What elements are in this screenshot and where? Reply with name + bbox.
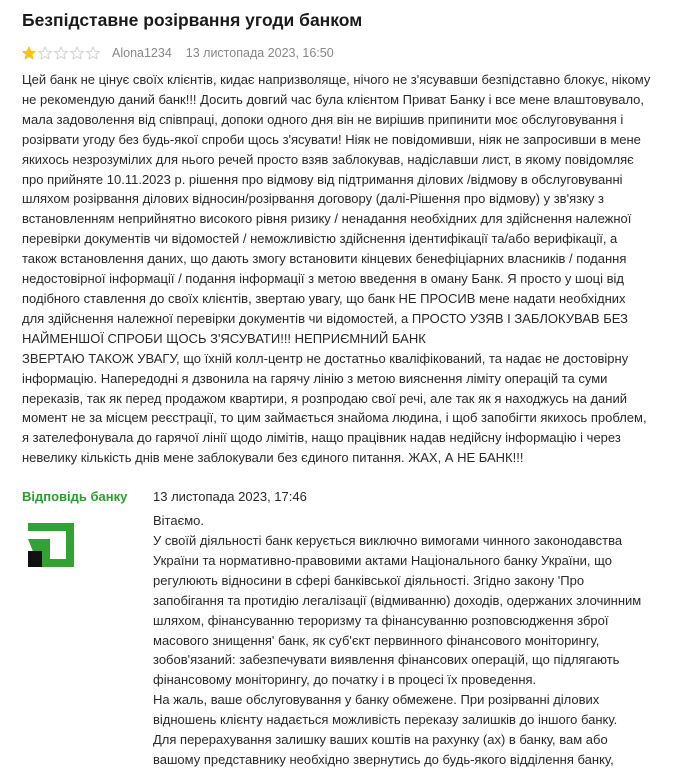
reply-paragraph: Вітаємо.	[153, 513, 205, 529]
bank-reply-label: Відповідь банку	[22, 489, 128, 505]
bank-reply-date: 13 листопада 2023, 17:46	[153, 489, 307, 505]
privatbank-logo-icon	[22, 517, 78, 573]
review-meta	[22, 45, 651, 61]
bank-reply	[22, 488, 651, 770]
star-icon	[54, 46, 68, 60]
bank-reply-content	[153, 488, 651, 770]
bank-reply-sidebar	[22, 488, 153, 770]
logo-black-square	[28, 551, 42, 567]
reply-paragraph: На жаль, ваше обслуговування у банку обмежене. При розірванні ділових відношень клієнту надається можливість переказу залишків до іншого банку.	[153, 692, 618, 728]
review-body	[22, 70, 651, 468]
review-paragraph: ЗВЕРТАЮ ТАКОЖ УВАГУ, що їхній колл-центр не достатньо кваліфікований, та надає не достовірну інформацію. Напередодні я дзвонила на гарячу лінію з метою вияснення ліміту операцій та суми переказів, так як перед продажом квартири, я розпродаю свої речі, але так як я находжусь на даний момент не за місцем реєстрації, то цим займається знайома людина, і щоб запобігти якихось проблем, я зателефонувала до гарячої лінії щодо лімітів, нащо працівник надав недійсну інформацію і через невелику кількість днів мене заблокували без єдиного питання. ЖАХ, А НЕ БАНК!!!	[22, 350, 647, 466]
review-date: 13 листопада 2023, 16:50	[185, 46, 334, 60]
bank-reply-text	[153, 511, 651, 770]
review-author[interactable]: Alona1234	[112, 46, 172, 60]
review-title: Безпідставне розірвання угоди банком	[22, 10, 363, 30]
reply-paragraph: У своїй діяльності банк керується виключно вимогами чинного законодавства України та нормативно-правовими актами Національного банку України, що регулюють відносини в сфері банківської діяльності. Згідно закону 'Про запобігання та протидію легалізації (відмиванню) доходів, одержаних злочинним шляхом, фінансуванню тероризму та фінансуванню розповсюдження зброї масового знищення' банк, як суб'єкт первинного фінансового моніторингу, зобов'язаний: забезпечувати виявлення фінансових операцій, що підлягають фінансовому моніторингу, до початку і в процесі їх проведення.	[153, 533, 642, 688]
rating-stars	[22, 46, 100, 60]
star-icon	[22, 46, 36, 60]
review-paragraph: Цей банк не цінує своїх клієнтів, кидає напризволяще, нічого не з'ясувавши безпідставно блокує, нікому не рекомендую даний банк!!! Досить довгий час була клієнтом Приват Банку і все мене влаштовувало, мала задоволення від співпраці, допоки одного дня він не вирішив припинити моє обслуговування і розірвати угоду без будь-якої спроби щось з'ясувати! Ніяк не повідомивши, ніяк не запросивши в мене якихось незрозумілих для нього речей просто взяв заблокував, надіславши лист, в якому повідомляє про прийняте 10.11.2023 р. рішення про відмову від підтримання ділових /відмову в обслуговуванні шляхом розірвання ділових відносин/розірвання договору (далі-Рішення про відмову) у зв'язку з встановленням неприйнятно високого рівня ризику / ненадання необхідних для здійснення належної перевірки документів чи відомостей / неможливістю здійснення ідентифікації та/або верифікації, а також встановлення даних, що дають змогу встановити кінцевих бенефіціарних власників / подання недостовірної інформації / подання інформації з метою введення в оману Банк. Я просто у шоці від подібного ставлення до своїх клієнтів, звертаю увагу, що банк НЕ ПРОСИВ мене надати необхідних для здійснення належної перевірки документів чи відомостей, а ПРОСТО УЗЯВ І ЗАБЛОКУВАВ БЕЗ НАЙМЕНШОЇ СПРОБИ ЩОСЬ З'ЯСУВАТИ!!! НЕПРИЄМНИЙ БАНК	[22, 72, 651, 346]
star-icon	[38, 46, 52, 60]
star-icon	[70, 46, 84, 60]
star-icon	[86, 46, 100, 60]
reply-paragraph: Для перерахування залишку ваших коштів на рахунку (ах) в банку, вам або вашому представнику необхідно звернутись до будь-якого відділення банку,	[153, 732, 614, 767]
